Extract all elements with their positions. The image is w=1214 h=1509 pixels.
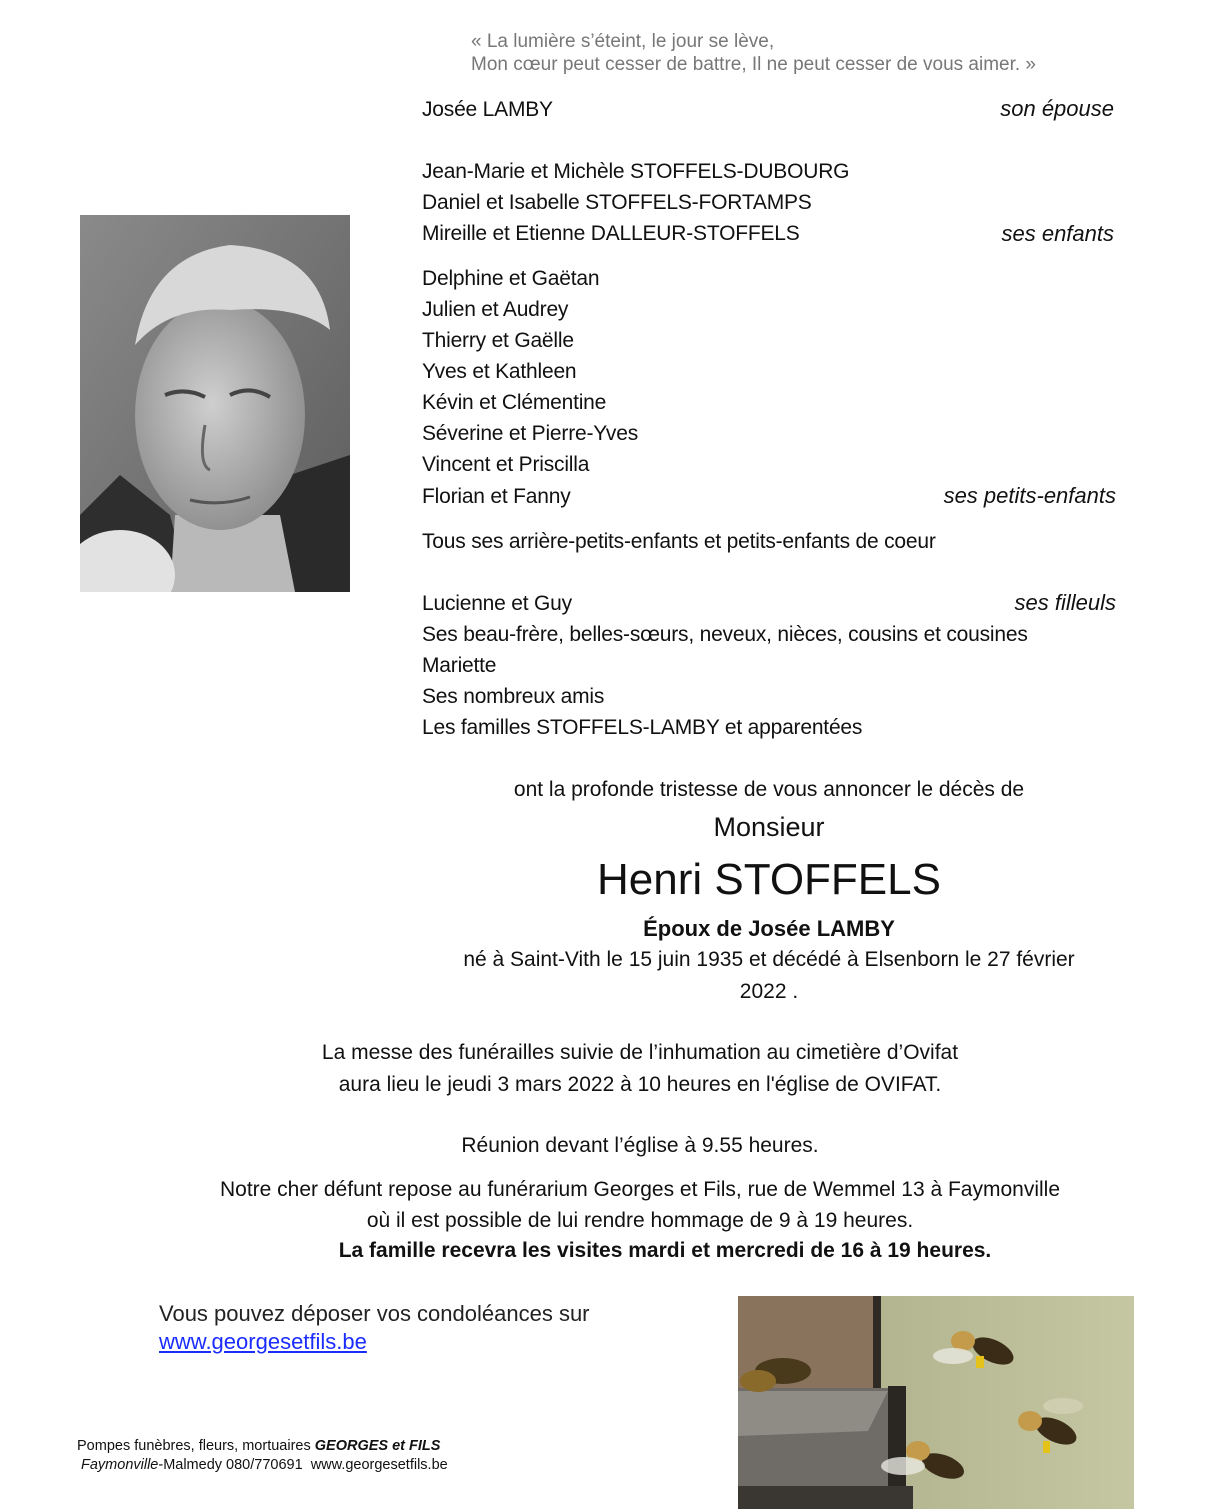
deceased-spouse-line: Époux de Josée LAMBY xyxy=(643,916,895,941)
meeting-time: Réunion devant l’église à 9.55 heures. xyxy=(461,1134,819,1157)
footer-brand: GEORGES et FILS xyxy=(314,1438,441,1454)
condolences-link[interactable]: www.georgesetfils.be xyxy=(159,1329,367,1354)
grandchild-name: Julien et Audrey xyxy=(422,298,569,321)
godchildren-name: Lucienne et Guy xyxy=(422,592,572,615)
birth-death-line-1: né à Saint-Vith le 15 juin 1935 et décédé à Elsenborn le 27 février xyxy=(463,948,1075,971)
relatives-line: Ses beau-frère, belles-sœurs, neveux, nièces, cousins et cousines xyxy=(422,623,1028,646)
relatives-line: Les familles STOFFELS-LAMBY et apparentées xyxy=(422,716,863,739)
condolences-text: Vous pouvez déposer vos condoléances sur xyxy=(159,1301,590,1326)
bees-photo xyxy=(738,1296,1134,1509)
footer-contact: -Malmedy 080/770691 www.georgesetfils.be xyxy=(158,1457,448,1473)
spouse-role: son épouse xyxy=(1000,96,1114,121)
relatives-line: Mariette xyxy=(422,654,497,677)
child-name: Daniel et Isabelle STOFFELS-FORTAMPS xyxy=(422,191,812,214)
grandchild-name: Florian et Fanny xyxy=(422,485,571,508)
quote-line-1: « La lumière s’éteint, le jour se lève, xyxy=(471,31,775,52)
rest-line-1: Notre cher défunt repose au funérarium Georges et Fils, rue de Wemmel 13 à Faymonville xyxy=(220,1178,1060,1201)
great-grandchildren: Tous ses arrière-petits-enfants et petits-enfants de coeur xyxy=(422,530,936,553)
footer-services: Pompes funèbres, fleurs, mortuaires xyxy=(77,1438,315,1454)
mass-line-1: La messe des funérailles suivie de l’inhumation au cimetière d’Ovifat xyxy=(321,1041,959,1064)
footer-line-1 xyxy=(77,1438,440,1454)
portrait-photo xyxy=(80,215,350,592)
grandchild-name: Séverine et Pierre-Yves xyxy=(422,422,639,445)
grandchild-name: Thierry et Gaëlle xyxy=(422,329,574,352)
child-name: Mireille et Etienne DALLEUR-STOFFELS xyxy=(422,222,800,245)
mass-line-2: aura lieu le jeudi 3 mars 2022 à 10 heures en l'église de OVIFAT. xyxy=(338,1073,942,1096)
child-name: Jean-Marie et Michèle STOFFELS-DUBOURG xyxy=(422,160,850,183)
grandchild-name: Kévin et Clémentine xyxy=(422,391,607,414)
grandchild-name: Yves et Kathleen xyxy=(422,360,577,383)
bees-image xyxy=(738,1296,1134,1509)
spouse-name: Josée LAMBY xyxy=(422,98,553,121)
birth-death-line-2: 2022 . xyxy=(739,980,799,1003)
children-role: ses enfants xyxy=(1001,221,1114,246)
visits-line: La famille recevra les visites mardi et mercredi de 16 à 19 heures. xyxy=(338,1239,992,1262)
relatives-line: Ses nombreux amis xyxy=(422,685,605,708)
godchildren-role: ses filleuls xyxy=(1014,590,1116,615)
deceased-name: Henri STOFFELS xyxy=(597,855,941,904)
grandchild-name: Delphine et Gaëtan xyxy=(422,267,600,290)
grandchildren-role: ses petits-enfants xyxy=(943,483,1116,508)
grandchild-name: Vincent et Priscilla xyxy=(422,453,590,476)
announcement-intro: ont la profonde tristesse de vous annoncer le décès de xyxy=(513,778,1025,801)
rest-line-2: où il est possible de lui rendre hommage de 9 à 19 heures. xyxy=(366,1209,914,1232)
footer-town: Faymonville xyxy=(81,1457,159,1473)
deceased-title: Monsieur xyxy=(713,812,825,842)
portrait-image xyxy=(80,215,350,592)
quote-line-2: Mon cœur peut cesser de battre, Il ne peut cesser de vous aimer. » xyxy=(471,54,1036,75)
footer-line-2 xyxy=(81,1457,448,1473)
